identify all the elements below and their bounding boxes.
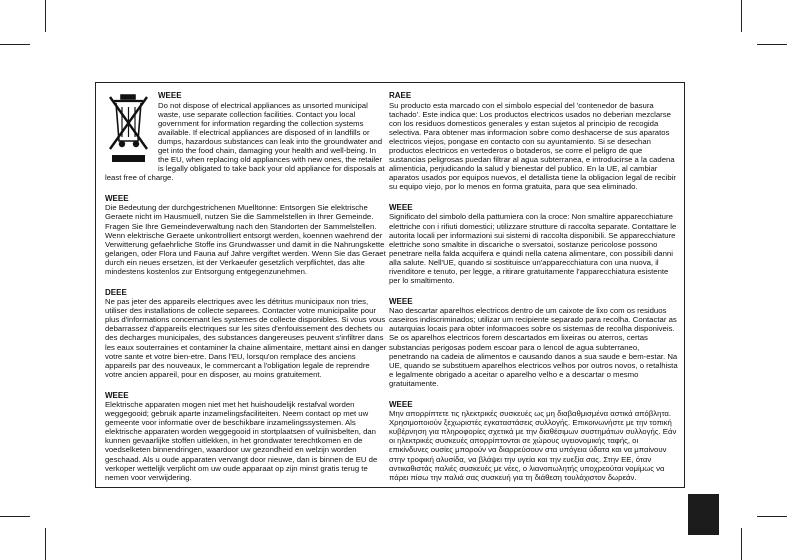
right-column <box>389 91 678 494</box>
section-text: Die Bedeutung der durchgestrichenen Muelltonne: Entsorgen Sie elektrische Geraete nicht im Hausmuell, nutzen Sie die Sammelstellen in Ihrer Gemeinde. Fragen Sie Ihre Gemeindeverwaltung nach den Standorten der Sammelstellen. Wenn elektrische Geraete unkontrolliert entsorgt werden, koennen waehrend der Verwitterung gefaehrliche Stoffe ins Grundwasser und damit in die Nahrungskette gelangen, oder Flora und Fauna auf Jahre vergiftet werden. Wenn Sie das Geraet durch ein neues ersetzen, ist der Verkaeufer gesetzlich verpflichtet, das alte mindestens kostenlos zur Entsorgung entgegenzunehmen. <box>105 203 386 276</box>
crossed-out-wheelie-bin-icon <box>105 91 152 167</box>
crop-mark-bottom-left-v <box>45 528 46 560</box>
crop-mark-top-left-h <box>0 44 30 45</box>
section-heading: RAEE <box>389 91 412 100</box>
section-weee-pt <box>389 297 678 388</box>
section-heading: WEEE <box>105 193 129 203</box>
crop-mark-top-left-v <box>45 0 46 32</box>
section-deee-fr <box>105 288 388 379</box>
left-column <box>105 91 388 494</box>
section-heading: WEEE <box>158 91 182 100</box>
section-text: Significato del simbolo della pattumiera con la croce: Non smaltire apparecchiature elettriche con i rifiuti domestici; utilizzare strutture di raccolta separate. Contattare le autorita locali per informazioni sui sistemi di raccolta disponibili. Se apparecchiature elettriche sono smaltite in discariche o sversatoi, sostanze pericolose possono penetrare nella falda acquifera e quindi nella catena alimentare, con possibili danni alla salute. Nell'UE, quando si sostituisce un'apparecchiatura con una nuova, il rivenditore e tenuto, per legge, a ritirare gratuitamente l'apparecchiatura esistente per lo smaltimento. <box>389 212 677 285</box>
section-heading: WEEE <box>389 296 413 306</box>
crop-mark-top-right-h <box>757 44 787 45</box>
section-heading: WEEE <box>105 390 129 400</box>
section-heading: DEEE <box>105 287 127 297</box>
crop-mark-bottom-left-h <box>0 516 30 517</box>
section-weee-nl <box>105 391 388 482</box>
section-text: Elektrische apparaten mogen niet met het huishoudelijk restafval worden weggegooid; gebruik aparte inzamelingsfaciliteiten. Neem contact op met uw gemeente voor informatie over de beschikbare inzamelingssystemen. Als elektrische apparaten worden weggegooid in stortplaatsen of vuilnisbelten, dan kunnen gevaarlijke stoffen uitlekken, in het grondwater terechtkomen en de voedselketen binnendringen, waardoor uw gezondheid en welzijn worden geschaad. Als u oude apparaten vervangt door nieuwe, dan is binnen de EU de verkoper wettelijk verplicht om uw oude apparaat op zijn minst gratis terug te nemen voor verwijdering. <box>105 400 378 482</box>
section-text: Nao descartar aparelhos electricos dentro de um caixote de lixo com os residuos caseiros indiscriminados; utilizar um recipiente separado para recolha. Contactar as autarquias locais para obter informacoes sobre os sistemas de recolha disponiveis. Se os aparelhos electricos forem descartados em lixeiras ou aterros, certas substancias perigosas podem escoar para o lencol de agua subterraneo, penetrando na cadeia de alimentos e causando danos a sua saude e bem-estar. Na UE, quando se substituem aparelhos electricos velhos por outros novos, o retalhista e legalmente obrigado a aceitar o aparelho velho e a descartar o mesmo gratuitamente. <box>389 306 678 388</box>
page-edge-tab <box>688 494 719 535</box>
section-text: Μην απορρίπτετε τις ηλεκτρικές συσκευές ως μη διαβαθμισμένα αστικά απόβλητα. Χρησιμοποιούν ξεχωριστές εγκαταστάσεις συλλογής. Επικοινωνήστε με την τοπική κυβέρνηση για πληροφορίες σχετικά με την διαθέσιμων συστημάτων συλλογής. Εάν οι ηλεκτρικές συσκευές απορρίπτονται σε χώρους υγειονομικής ταφής, οι επικίνδυνες ουσίες μπορούν να διαρρεύσουν στα υπόγεια ύδατα και να μπαίνουν στην τροφική αλυσίδα, να βλάψει την υγεία και την ευεξία σας. Στην ΕΕ, όταν αντικαθιστάς παλιές συσκευές με νέες, ο λιανοπωλητής υποχρεούται νομίμως να πάρει πίσω την παλιά σας συσκευή για τη διάθεση τουλάχιστον δωρεάν. <box>389 409 677 482</box>
section-text: Do not dispose of electrical appliances as unsorted municipal waste, use separate collection facilities. Contact you local government for information regarding the collection systems available. If electrical appliances are disposed of in landfills or dumps, hazardous substances can leak into the groundwater and get into the food chain, damaging your health and well-being. In the EU, when replacing old appliances with new ones, the retailer is legally obligated to take back your old appliance for disposals at least free of charge. <box>105 100 385 182</box>
section-heading: WEEE <box>389 202 413 212</box>
crop-mark-bottom-right-v <box>741 528 742 560</box>
section-text: Ne pas jeter des appareils electriques avec les détritus municipaux non tries, utiliser des installations de collecte separees. Contacter votre municipalite pour plus d'informations concernant les systemes de collecte disponibles. Si vous vous debarrassez d'appareils electriques sur les sites d'enfouissement des dechets ou des decharges municipales, des substances dangereuses peuvent s'infiltrer dans les eaux souterraines et contaminer la chaine alimentaire, mettant ainsi en danger votre sante et votre bien-etre. Dans l'EU, lorsqu'on remplace des anciens appareils par des nouveaux, le commercant a l'obligation legale de reprendre votre ancien appareil, pour en disposer, au moins gratuitement. <box>105 297 387 379</box>
section-heading: WEEE <box>389 399 413 409</box>
section-weee-it <box>389 203 678 285</box>
section-raee-es <box>389 91 678 191</box>
section-weee-de <box>105 194 388 276</box>
crop-mark-bottom-right-h <box>757 516 787 517</box>
section-text: Su producto esta marcado con el simbolo especial del 'contenedor de basura tachado'. Este indica que: Los productos electricos usados no deberian mezclarse con los residuos domesticos generales y estan sujetos al principio de recogida selectiva. Para obtener mas informacion sobre como deshacerse de sus aparatos electricos viejos, pongase en contacto con su ayuntamiento. Si se desechan productos electricos en vertederos o botaderos, se corre el peligro de que sustancias peligrosas puedan filtrar al agua subterranea, e introducirse a la cadena alimenticia, perjudicando la salud y bienestar del publico. En la UE, al cambiar aparatos usados por equipos nuevos, el detallista tiene la obligacion legal de recibir su equipo viejo, por lo menos en forma gratuita, para que sea eliminado. <box>389 100 676 191</box>
section-weee-en <box>105 91 388 182</box>
crop-mark-top-right-v <box>741 0 742 32</box>
section-weee-el <box>389 400 678 482</box>
weee-notice-frame <box>95 82 685 488</box>
